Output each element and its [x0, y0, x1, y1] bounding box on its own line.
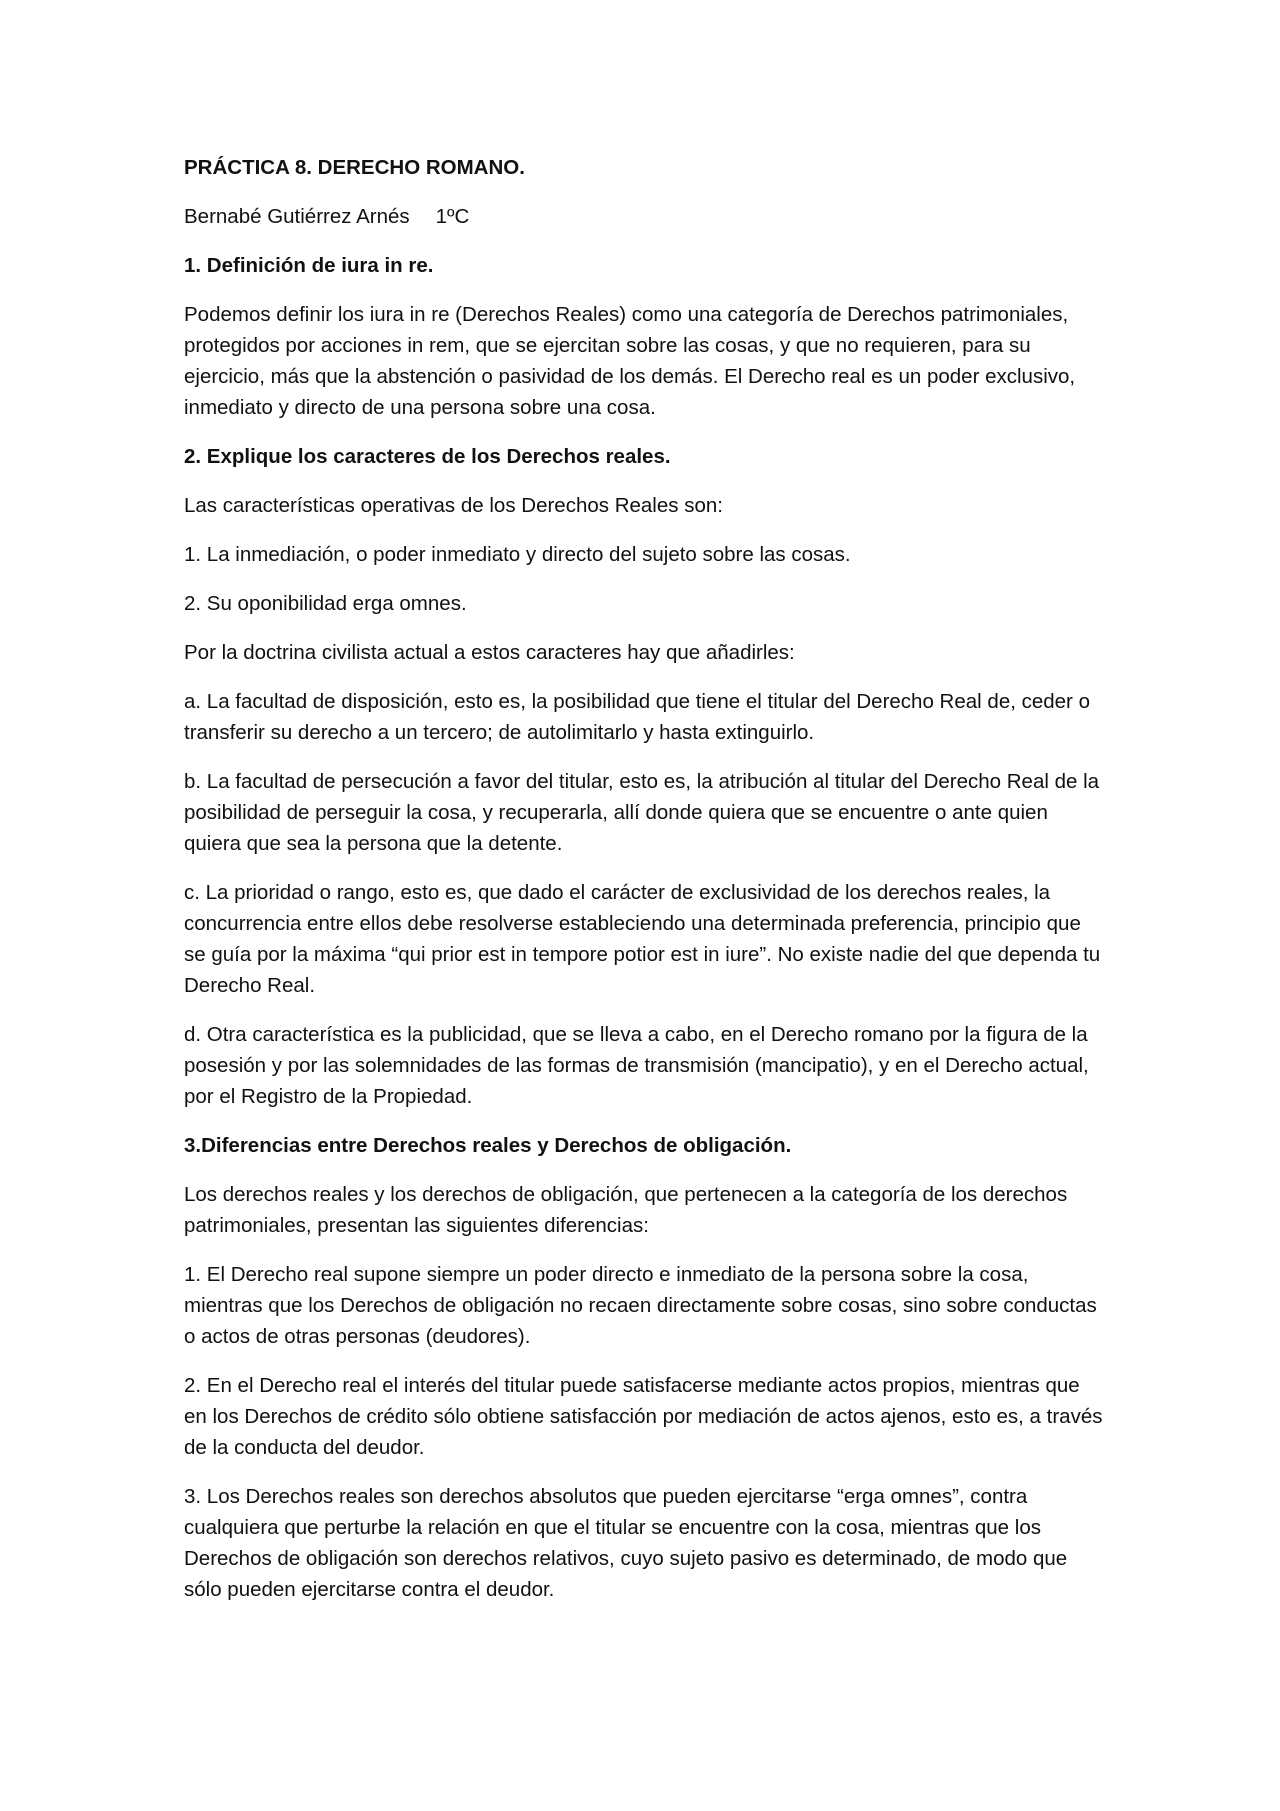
- list-item: 2. Su oponibilidad erga omnes.: [184, 592, 467, 615]
- paragraph: Podemos definir los iura in re (Derechos Reales) como una categoría de Derechos patrimoniales, protegidos por acciones in rem, que se ejercitan sobre las cosas, y que no requieren, para su ejercicio, más que la abstención o pasividad de los demás. El Derecho real es un poder exclusivo, inmediato y directo de una persona sobre una cosa.: [184, 303, 1076, 419]
- section-heading-1: 1. Definición de iura in re.: [184, 254, 434, 277]
- list-item: 3. Los Derechos reales son derechos absolutos que pueden ejercitarse “erga omnes”, contra cualquiera que perturbe la relación en que el titular se encuentre con la cosa, mientras que los Derechos de obligación son derechos relativos, cuyo sujeto pasivo es determinado, de modo que sólo pueden ejercitarse contra el deudor.: [184, 1485, 1068, 1601]
- section-heading-2: 2. Explique los caracteres de los Derechos reales.: [184, 445, 671, 468]
- author-name: Bernabé Gutiérrez Arnés: [184, 205, 410, 228]
- paragraph: Los derechos reales y los derechos de obligación, que pertenecen a la categoría de los derechos patrimoniales, presentan las siguientes diferencias:: [184, 1183, 1068, 1237]
- paragraph: Por la doctrina civilista actual a estos caracteres hay que añadirles:: [184, 641, 795, 664]
- paragraph: Las características operativas de los Derechos Reales son:: [184, 494, 723, 517]
- list-item: c. La prioridad o rango, esto es, que dado el carácter de exclusividad de los derechos reales, la concurrencia entre ellos debe resolverse estableciendo una determinada preferencia, principio que se guía por la máxima “qui prior est in tempore potior est in iure”. No existe nadie del que dependa tu Derecho Real.: [184, 881, 1101, 997]
- list-item: d. Otra característica es la publicidad, que se lleva a cabo, en el Derecho romano por la figura de la posesión y por las solemnidades de las formas de transmisión (mancipatio), y en el Derecho actual, por el Registro de la Propiedad.: [184, 1023, 1089, 1108]
- list-item: a. La facultad de disposición, esto es, la posibilidad que tiene el titular del Derecho Real de, ceder o transferir su derecho a un tercero; de autolimitarlo y hasta extinguirlo.: [184, 690, 1090, 744]
- document-body: [184, 152, 1104, 1623]
- list-item: 1. La inmediación, o poder inmediato y directo del sujeto sobre las cosas.: [184, 543, 851, 566]
- section-heading-3: 3.Diferencias entre Derechos reales y Derechos de obligación.: [184, 1134, 792, 1157]
- author-line: [184, 201, 1104, 232]
- author-group: 1ºC: [435, 205, 470, 228]
- list-item: 2. En el Derecho real el interés del titular puede satisfacerse mediante actos propios, mientras que en los Derechos de crédito sólo obtiene satisfacción por mediación de actos ajenos, esto es, a través de la conducta del deudor.: [184, 1374, 1103, 1459]
- list-item: 1. El Derecho real supone siempre un poder directo e inmediato de la persona sobre la cosa, mientras que los Derechos de obligación no recaen directamente sobre cosas, sino sobre conductas o actos de otras personas (deudores).: [184, 1263, 1097, 1348]
- document-title: PRÁCTICA 8. DERECHO ROMANO.: [184, 156, 525, 179]
- list-item: b. La facultad de persecución a favor del titular, esto es, la atribución al titular del Derecho Real de la posibilidad de perseguir la cosa, y recuperarla, allí donde quiera que se encuentre o ante quien quiera que sea la persona que la detente.: [184, 770, 1100, 855]
